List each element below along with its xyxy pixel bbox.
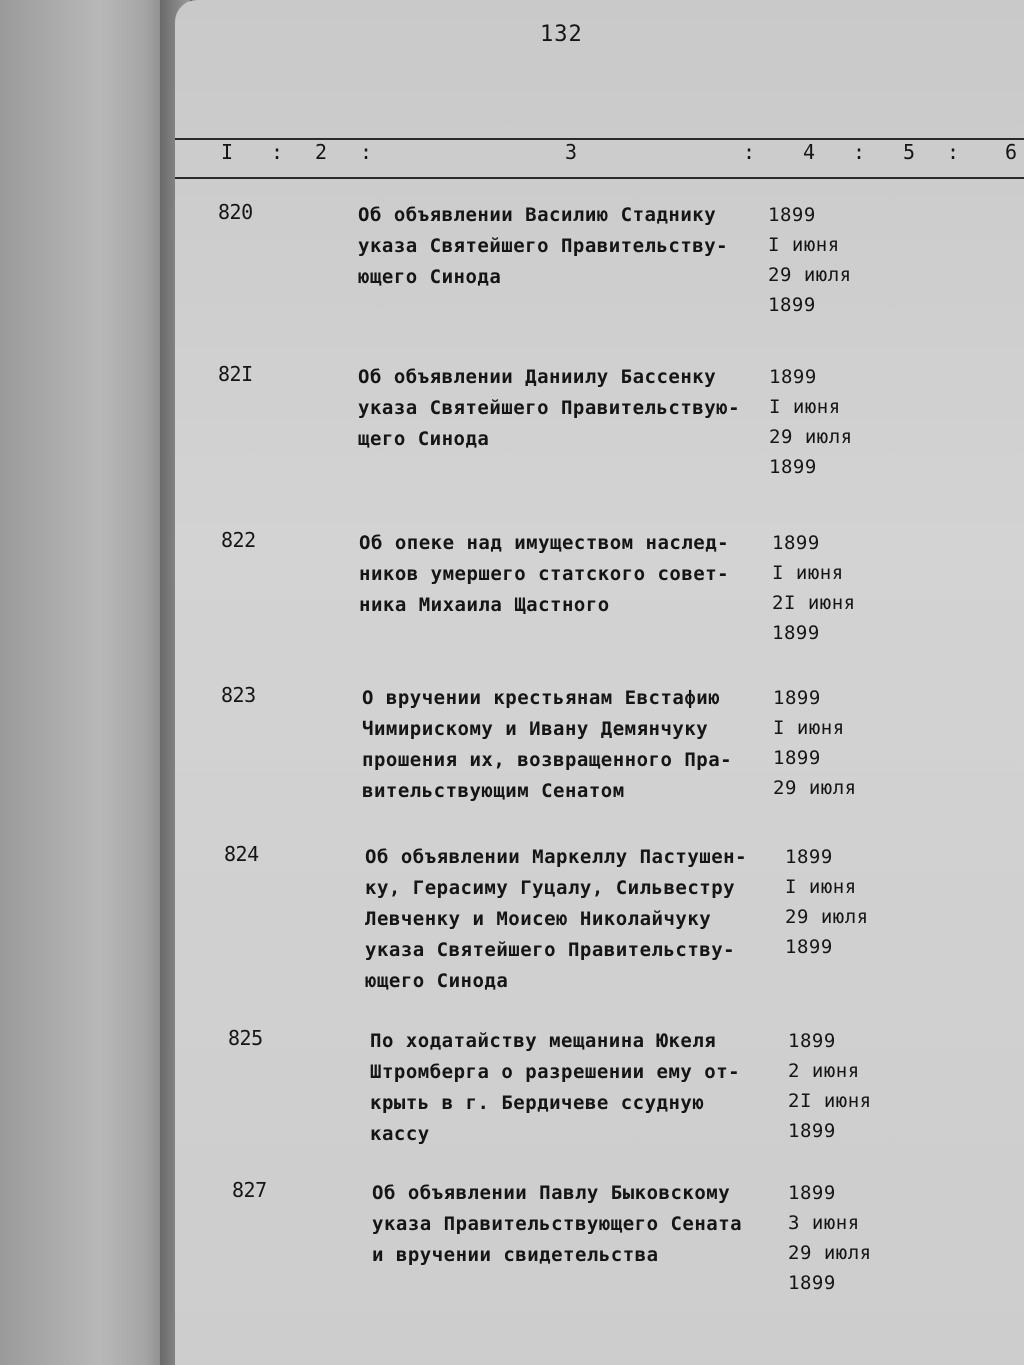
title-line: По ходатайству мещанина Юкеля <box>370 1030 717 1052</box>
title-line: Об опеке над имуществом наслед- <box>359 532 730 554</box>
column-separator: : <box>947 140 960 164</box>
column-separator: : <box>271 140 284 164</box>
title-line: указа Святейшего Правительству- <box>365 939 736 961</box>
title-line: указа Правительствующего Сената <box>372 1213 743 1235</box>
title-line: ников умершего статского совет- <box>359 563 730 585</box>
date-line: 1899 <box>768 294 816 316</box>
date-line: 1899 <box>788 1182 836 1204</box>
page-number: 132 <box>540 22 583 47</box>
date-line: I июня <box>772 562 844 584</box>
entry-title <box>365 842 775 997</box>
column-separator: : <box>743 140 756 164</box>
column-header: 4 <box>803 140 816 164</box>
entry-title <box>359 528 769 621</box>
title-line: указа Святейшего Правительству- <box>358 235 729 257</box>
column-separator: : <box>853 140 866 164</box>
entry-title <box>362 683 772 807</box>
date-line: 1899 <box>785 846 833 868</box>
title-line: вительствующим Сенатом <box>362 780 625 802</box>
title-line: Левченку и Моисею Николайчуку <box>365 908 712 930</box>
date-line: I июня <box>773 717 845 739</box>
title-line: указа Святейшего Правительствую- <box>358 397 741 419</box>
date-line: 1899 <box>785 936 833 958</box>
column-header: I <box>221 140 234 164</box>
date-line: 29 июля <box>768 264 852 286</box>
date-line: 1899 <box>772 532 820 554</box>
title-line: Об объявлении Павлу Быковскому <box>372 1182 731 1204</box>
title-line: крыть в г. Бердичеве ссудную <box>370 1092 705 1114</box>
date-line: 1899 <box>788 1272 836 1294</box>
entry-dates <box>773 683 857 803</box>
entry-number: 82I <box>218 362 253 386</box>
entry-dates <box>788 1178 872 1298</box>
title-line: кассу <box>370 1123 430 1145</box>
title-line: ника Михаила Щастного <box>359 594 610 616</box>
title-line: О вручении крестьянам Евстафию <box>362 687 721 709</box>
title-line: и вручении свидетельства <box>372 1244 659 1266</box>
date-line: I июня <box>785 876 857 898</box>
header-rule-bottom <box>175 177 1024 179</box>
entry-number: 824 <box>224 842 259 866</box>
date-line: 1899 <box>773 687 821 709</box>
entry-dates <box>785 842 869 962</box>
document-page <box>175 0 1024 1365</box>
column-header-row <box>215 140 1024 174</box>
entry-number: 820 <box>218 200 253 224</box>
date-line: 1899 <box>788 1030 836 1052</box>
date-line: 29 июля <box>769 426 853 448</box>
entry-title <box>372 1178 782 1271</box>
title-line: прошения их, возвращенного Пра- <box>362 749 733 771</box>
date-line: 3 июня <box>788 1212 860 1234</box>
title-line: ку, Герасиму Гуцалу, Сильвестру <box>365 877 736 899</box>
date-line: 1899 <box>772 622 820 644</box>
date-line: 29 июля <box>788 1242 872 1264</box>
entry-number: 825 <box>228 1026 263 1050</box>
title-line: Об объявлении Даниилу Бассенку <box>358 366 717 388</box>
title-line: Чимирискому и Ивану Демянчуку <box>362 718 709 740</box>
title-line: ющего Синода <box>365 970 509 992</box>
date-line: 1899 <box>773 747 821 769</box>
entry-dates <box>788 1026 872 1146</box>
entry-number: 823 <box>221 683 256 707</box>
facing-page <box>0 0 180 1365</box>
date-line: I июня <box>769 396 841 418</box>
column-header: 2 <box>315 140 328 164</box>
date-line: 29 июля <box>785 906 869 928</box>
entry-number: 827 <box>232 1178 267 1202</box>
entry-dates <box>772 528 856 648</box>
date-line: 1899 <box>769 366 817 388</box>
column-header: 3 <box>565 140 578 164</box>
title-line: Об объявлении Василию Стаднику <box>358 204 717 226</box>
title-line: Об объявлении Маркеллу Пастушен- <box>365 846 748 868</box>
entry-dates <box>768 200 852 320</box>
date-line: 2I июня <box>772 592 856 614</box>
column-header: 5 <box>903 140 916 164</box>
entry-dates <box>769 362 853 482</box>
column-separator: : <box>360 140 373 164</box>
date-line: I июня <box>768 234 840 256</box>
title-line: щего Синода <box>358 428 490 450</box>
entry-title <box>358 200 768 293</box>
date-line: 1899 <box>769 456 817 478</box>
title-line: Штромберга о разрешении ему от- <box>370 1061 741 1083</box>
date-line: 1899 <box>768 204 816 226</box>
date-line: 29 июля <box>773 777 857 799</box>
date-line: 2I июня <box>788 1090 872 1112</box>
date-line: 2 июня <box>788 1060 860 1082</box>
entry-title <box>370 1026 780 1150</box>
column-header: 6 <box>1005 140 1018 164</box>
entry-number: 822 <box>221 528 256 552</box>
entry-title <box>358 362 768 455</box>
date-line: 1899 <box>788 1120 836 1142</box>
title-line: ющего Синода <box>358 266 502 288</box>
